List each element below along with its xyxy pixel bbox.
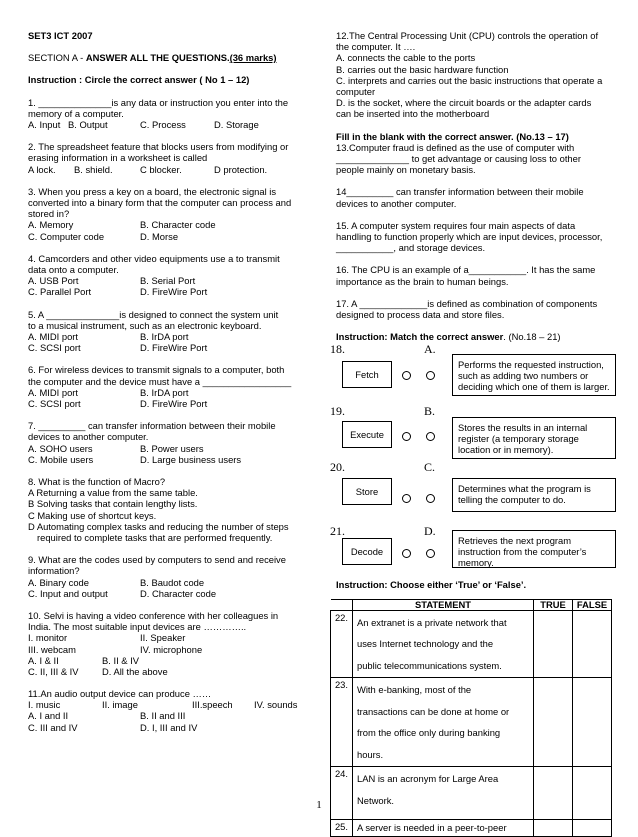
option: C. Parallel Port xyxy=(28,286,92,298)
option: C blocker. xyxy=(140,163,182,175)
option: C. Input and output xyxy=(28,587,108,599)
match-number: 19. xyxy=(330,404,345,419)
option: D. Storage xyxy=(214,119,259,131)
statement-cell: A server is needed in a peer-to-peer xyxy=(353,820,534,837)
match-circle-left[interactable] xyxy=(402,549,411,558)
option: C. Process xyxy=(140,119,186,131)
table-row xyxy=(331,820,612,837)
match-term-box: Fetch xyxy=(342,361,392,388)
question-1: 1. ______________is any data or instruction you enter into the memory of a computer. A. Input B. Output C. Process D. Storage xyxy=(28,96,289,131)
match-number: 21. xyxy=(330,524,345,539)
table-header-statement: STATEMENT xyxy=(353,599,534,610)
match-circle-left[interactable] xyxy=(402,494,411,503)
option: C. SCSI port xyxy=(28,397,81,409)
match-circle-right[interactable] xyxy=(426,432,435,441)
true-cell[interactable] xyxy=(534,820,573,837)
question-11: 11.An audio output device can produce …… I. music II. image III.speech IV. sounds A. I and II B. II and III C. III and IV D. I, III and IV xyxy=(28,688,298,733)
false-cell[interactable] xyxy=(573,767,612,820)
question-6: 6. For wireless devices to transmit signals to a computer, both the computer and the device must have a _________________ A. MIDI port B. IrDA port C. SCSI port D. FireWire Port xyxy=(28,364,292,409)
match-letter: B. xyxy=(424,404,436,419)
option: A. Memory xyxy=(28,219,74,231)
option-continued: can be inserted into the motherboard xyxy=(336,108,490,120)
item: I. monitor xyxy=(28,632,68,644)
table-row xyxy=(331,678,612,767)
match-circle-right[interactable] xyxy=(426,494,435,503)
option: D Automating complex tasks and reducing the number of steps xyxy=(28,520,289,532)
option: B Solving tasks that contain lengthy lists. xyxy=(28,498,198,510)
option: B. II & IV xyxy=(102,654,139,666)
option: B. Serial Port xyxy=(140,275,196,287)
option: A. SOHO users xyxy=(28,442,93,454)
question-7: 7. _________ can transfer information between their mobile devices to another computer. A. SOHO users B. Power users C. Mobile users D. Large business users xyxy=(28,420,276,465)
table-header-true: TRUE xyxy=(534,599,573,610)
match-number: 20. xyxy=(330,460,345,475)
option: D. Morse xyxy=(140,230,179,242)
question-8: 8. What is the function of Macro? A Returning a value from the same table. B Solving tasks that contain lengthy lists. C Making use of shortcut keys. D Automating complex tasks and reducing the number of steps required to complete tasks that are performed frequently. xyxy=(28,476,300,543)
row-number: 22. xyxy=(331,610,353,678)
item: III. webcam xyxy=(28,643,76,655)
option: B. Baudot code xyxy=(140,576,205,588)
match-desc-box: Stores the results in an internal register (a temporary storage location or in memory). xyxy=(452,417,616,459)
row-number: 25. xyxy=(331,820,353,837)
question-5: 5. A ______________is designed to connect the system unit to a musical instrument, such as an electronic keyboard. A. MIDI port B. IrDA port C. SCSI port D. FireWire Port xyxy=(28,308,279,354)
option: D. FireWire Port xyxy=(140,397,208,409)
statement-cell: LAN is an acronym for Large Area Network. xyxy=(353,767,534,820)
option: D. is the socket, where the circuit boards or the adapter cards xyxy=(336,97,592,109)
match-desc-box: Retrieves the next program instruction from the computer’s memory. xyxy=(452,530,616,568)
option: B. Output xyxy=(68,119,108,131)
table-row xyxy=(331,767,612,820)
true-cell[interactable] xyxy=(534,610,573,678)
option: D. FireWire Port xyxy=(140,286,208,298)
question-16: 16. The CPU is an example of a___________. It has the same importance as the brain to human beings. xyxy=(336,264,596,287)
option: B. Power users xyxy=(140,442,204,454)
option: B. IrDA port xyxy=(140,386,189,398)
option: C. interprets and carries out the basic instructions that operate a xyxy=(336,74,603,86)
option: C. SCSI port xyxy=(28,342,81,354)
match-number: 18. xyxy=(330,342,345,357)
item: IV. sounds xyxy=(254,699,298,711)
fill-heading: Fill in the blank with the correct answer. (No.13 – 17) xyxy=(336,130,569,142)
option: C. III and IV xyxy=(28,721,78,733)
question-9: 9. What are the codes used by computers to send and receive information? A. Binary code B. Baudot code C. Input and output D. Character code xyxy=(28,554,286,599)
section-heading: SECTION A - ANSWER ALL THE QUESTIONS.(36 marks) xyxy=(28,52,277,64)
option: A. I & II xyxy=(28,654,59,666)
true-cell[interactable] xyxy=(534,767,573,820)
right-column xyxy=(330,30,616,837)
match-term-box: Store xyxy=(342,478,392,505)
statement-cell: An extranet is a private network that uses Internet technology and the public telecommunications system. xyxy=(353,610,534,678)
question-12: 12.The Central Processing Unit (CPU) controls the operation of the computer. It …. A. connects the cable to the ports B. carries out the basic hardware function C. interprets and carries out the basic instructions that operate a computer D. is the socket, where the circuit boards or the adapter cards can be inserted into the motherboard xyxy=(336,30,616,120)
option: C Making use of shortcut keys. xyxy=(28,509,157,521)
instruction-circle: Instruction : Circle the correct answer ( No 1 – 12) xyxy=(28,74,250,86)
match-circle-right[interactable] xyxy=(426,549,435,558)
item: II. Speaker xyxy=(140,632,186,644)
option: A. MIDI port xyxy=(28,386,79,398)
option: B. IrDA port xyxy=(140,330,189,342)
option: A. Input xyxy=(28,119,61,131)
question-3: 3. When you press a key on a board, the electronic signal is converted into a binary form that the computer can process and stored in? A. Memory B. Character code C. Computer code D. Morse xyxy=(28,185,292,242)
item: IV. microphone xyxy=(140,643,203,655)
match-letter: D. xyxy=(424,524,436,539)
table-header-row xyxy=(331,599,612,610)
match-circle-left[interactable] xyxy=(402,371,411,380)
option: B. Character code xyxy=(140,219,216,231)
match-desc-box: Performs the requested instruction, such as adding two numbers or deciding which one of them is larger. xyxy=(452,354,616,396)
option: C. Computer code xyxy=(28,230,105,242)
match-heading: Instruction: Match the correct answer. (No.18 – 21) xyxy=(336,331,561,343)
option: C. II, III & IV xyxy=(28,665,79,677)
table-header-blank xyxy=(331,599,353,610)
option: D. I, III and IV xyxy=(140,721,198,733)
false-cell[interactable] xyxy=(573,610,612,678)
true-cell[interactable] xyxy=(534,678,573,767)
match-term-box: Execute xyxy=(342,421,392,448)
false-cell[interactable] xyxy=(573,678,612,767)
question-2: 2. The spreadsheet feature that blocks users from modifying or erasing information in a worksheet is called A lock. B. shield. C blocker. D protection. xyxy=(28,141,289,175)
statement-cell: With e-banking, most of the transactions can be done at home or from the office only during banking hours. xyxy=(353,678,534,767)
page-number: 1 xyxy=(316,799,322,811)
option: B. II and III xyxy=(140,710,186,722)
option: A. connects the cable to the ports xyxy=(336,52,476,64)
match-circle-left[interactable] xyxy=(402,432,411,441)
left-column xyxy=(28,30,300,744)
option: A. Binary code xyxy=(28,576,89,588)
document-title: SET3 ICT 2007 xyxy=(28,30,93,41)
table-header-false: FALSE xyxy=(573,599,612,610)
option: A lock. xyxy=(28,163,56,175)
table-row xyxy=(331,610,612,678)
item: II. image xyxy=(102,699,138,711)
question-10: 10. Selvi is having a video conference with her colleagues in India. The most suitable input devices are ………….. I. monitor II. Speaker III. webcam IV. microphone A. I & II B. II & IV C. II, III & IV D. All the above xyxy=(28,609,279,677)
row-number: 23. xyxy=(331,678,353,767)
option: B. shield. xyxy=(74,163,113,175)
question-17: 17. A _____________is defined as combination of components designed to process data and store files. xyxy=(336,297,598,321)
match-letter: C. xyxy=(424,460,436,475)
option: D protection. xyxy=(214,163,268,175)
truefalse-heading: Instruction: Choose either ‘True’ or ‘False’. xyxy=(336,579,527,591)
option-continued: required to complete tasks that are performed frequently. xyxy=(37,531,273,543)
option: C. Mobile users xyxy=(28,453,94,465)
option: B. carries out the basic hardware function xyxy=(336,63,509,75)
option: A Returning a value from the same table. xyxy=(28,487,198,499)
question-14: 14_________ can transfer information between their mobile devices to another computer. xyxy=(336,186,584,209)
option: D. All the above xyxy=(102,665,168,677)
question-4: 4. Camcorders and other video equipments use a to transmit data onto a computer. A. USB Port B. Serial Port C. Parallel Port D. FireWire Port xyxy=(28,252,280,298)
option: A. I and II xyxy=(28,710,69,722)
question-15: 15. A computer system requires four main aspects of data handling to function properly which are input devices, processor, ___________, and storage devices. xyxy=(336,219,603,254)
match-desc-box: Determines what the program is telling the computer to do. xyxy=(452,478,616,512)
match-circle-right[interactable] xyxy=(426,371,435,380)
item: III.speech xyxy=(192,699,233,711)
option: A. MIDI port xyxy=(28,330,79,342)
option: D. Large business users xyxy=(140,453,242,465)
option: D. Character code xyxy=(140,587,217,599)
match-section xyxy=(330,342,616,569)
row-number: 24. xyxy=(331,767,353,820)
match-term-box: Decode xyxy=(342,538,392,565)
option: D. FireWire Port xyxy=(140,342,208,354)
option: A. USB Port xyxy=(28,275,79,287)
fill-blank-section: Fill in the blank with the correct answer. (No.13 – 17) 13.Computer fraud is defined as the use of computer with ______________ to get advantage or causing loss to other people mainly on monetary basis. xyxy=(336,131,616,176)
false-cell[interactable] xyxy=(573,820,612,837)
item: I. music xyxy=(28,699,61,711)
match-letter: A. xyxy=(424,342,436,357)
option-continued: computer xyxy=(336,86,376,98)
